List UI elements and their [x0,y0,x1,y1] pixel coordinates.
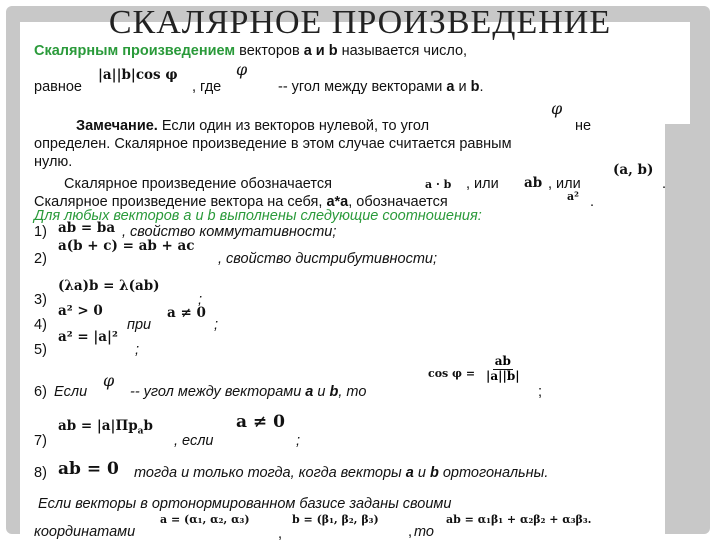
notation-or-1: , или [466,176,499,192]
property-6-phi: φ [103,371,115,390]
property-1-formula: ab = ba [58,220,116,236]
remark-line1: Замечание. Если один из векторов нулевой, то угол [76,118,430,134]
basis-formula-ab: ab = α₁β₁ + α₂β₂ + α₃β₃. [446,513,592,526]
remark-ne: не [575,118,592,134]
property-7-number: 7) [34,433,47,449]
property-2-formula: a(b + c) = ab + ac [58,238,195,254]
property-4-formula: a² > 0 [58,303,103,319]
notation-end: . [590,194,595,210]
notation-line2: Скалярное произведение вектора на себя, а*а, обозначается [34,194,448,210]
property-7-esli: , если [174,433,214,449]
definition-formula: |a||b|cos φ [98,67,178,83]
definition-angle-text: -- угол между векторами а и b. [278,79,484,95]
notation-or-2: , или [548,176,581,192]
remark-phi-symbol: φ [551,99,563,118]
notation-formula-ab: ab [524,175,543,191]
property-6-esli: Если [54,384,88,400]
basis-to: то [414,524,434,540]
property-6-cos: cos φ = [428,367,476,380]
property-7-end: ; [296,433,301,449]
property-4-condition: a ≠ 0 [167,305,206,321]
property-7-condition: a ≠ 0 [236,412,285,432]
property-1-number: 1) [34,224,47,240]
property-3-number: 3) [34,292,47,308]
property-4-number: 4) [34,317,47,333]
property-4-pri: при [127,317,152,333]
basis-formula-b: b = (β₁, β₂, β₃) [292,513,379,526]
property-3-formula: (λa)b = λ(ab) [58,278,160,294]
notation-formula-dot: a · b [425,178,452,191]
property-5-formula: a² = |a|² [58,329,118,345]
property-6-fraction [486,355,520,384]
definition-line: Скалярным произведением векторов а и b называется число, [34,43,468,59]
property-2-number: 2) [34,251,47,267]
basis-line2: координатами [34,524,136,540]
phi-symbol: φ [236,60,248,79]
property-8-number: 8) [34,465,47,481]
property-5-number: 5) [34,342,47,358]
fraction-numerator: ab [494,354,511,368]
basis-comma-1: , [278,526,283,542]
property-6-text: -- угол между векторами а и b, то [130,384,367,400]
remark-line2: определен. Скалярное произведение в этом случае считается равным [34,136,512,152]
notation-formula-square: a² [567,190,579,203]
property-6-number: 6) [34,384,47,400]
property-5-end: ; [135,342,140,358]
basis-comma-2: , [408,524,413,540]
notation-formula-paren: (a, b) [613,162,654,178]
notation-dot: . [662,176,667,192]
fraction-denominator: |a||b| [486,368,520,383]
basis-line1: Если векторы в ортонормированном базисе заданы своими [38,496,452,512]
definition-term: Скалярным произведением [34,43,236,59]
property-6-end: ; [538,384,543,400]
property-7-formula: ab = $|a|Пр_ab$ [58,418,153,437]
remark-line3: нулю. [34,154,73,170]
property-8-formula: ab = 0 [58,459,119,479]
property-8-text: тогда и только тогда, когда векторы а и b ортогональны. [134,465,549,481]
properties-intro: Для любых векторов а и b выполнены следующие соотношения: [34,208,482,224]
definition-equal-label: равное [34,79,82,95]
basis-formula-a: a = (α₁, α₂, α₃) [160,513,250,526]
property-2-text: , свойство дистрибутивности; [218,251,437,267]
remark-label: Замечание. [76,118,158,134]
property-3-text: ; [198,292,203,308]
definition-where: , где [192,79,222,95]
notation-line1: Скалярное произведение обозначается [64,176,332,192]
slide-title: СКАЛЯРНОЕ ПРОИЗВЕДЕНИЕ [108,4,612,41]
property-1-text: , свойство коммутативности; [122,224,337,240]
property-4-end: ; [214,317,219,333]
